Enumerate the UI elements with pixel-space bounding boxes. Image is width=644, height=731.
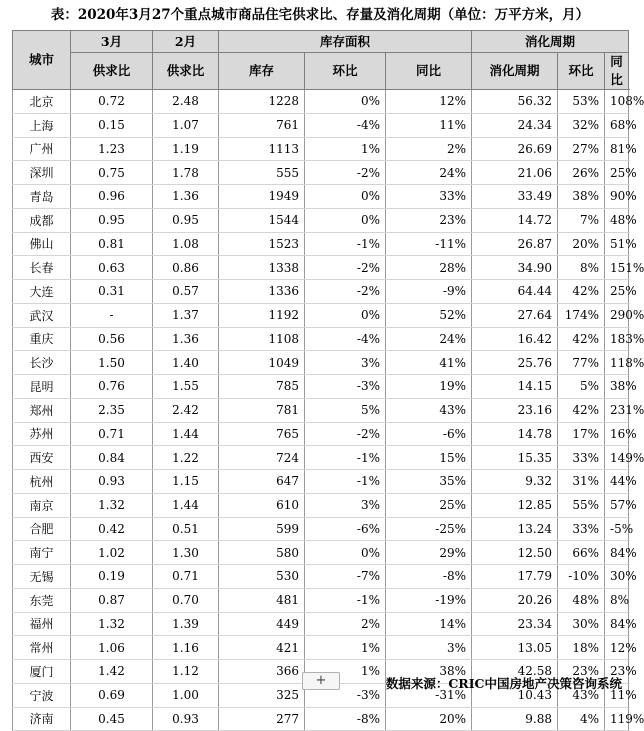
stock-cell: 530 — [219, 565, 305, 589]
row-city: 长春 — [13, 256, 71, 280]
stock-mom-cell: 0% — [305, 303, 386, 327]
feb-ratio-cell: 1.07 — [153, 113, 219, 137]
table-row — [13, 113, 629, 137]
cycle-yoy-cell: -5% — [605, 517, 629, 541]
table-row — [13, 256, 629, 280]
stock-mom-cell: -2% — [305, 280, 386, 304]
mar-ratio-cell: 0.76 — [71, 375, 153, 399]
stock-yoy-cell: 24% — [386, 327, 472, 351]
table-row — [13, 470, 629, 494]
feb-ratio-cell: 1.00 — [153, 683, 219, 707]
stock-yoy-cell: 41% — [386, 351, 472, 375]
cycle-yoy-cell: 149% — [605, 446, 629, 470]
mar-ratio-cell: 0.63 — [71, 256, 153, 280]
stock-cell: 1338 — [219, 256, 305, 280]
header-stock-mom: 环比 — [305, 53, 386, 90]
stock-mom-cell: 5% — [305, 398, 386, 422]
mar-ratio-cell: 0.96 — [71, 185, 153, 209]
feb-ratio-cell: 1.44 — [153, 422, 219, 446]
stock-cell: 555 — [219, 161, 305, 185]
mar-ratio-cell: 0.81 — [71, 232, 153, 256]
cycle-cell: 9.32 — [472, 470, 558, 494]
feb-ratio-cell: 1.37 — [153, 303, 219, 327]
stock-cell: 761 — [219, 113, 305, 137]
cycle-yoy-cell: 183% — [605, 327, 629, 351]
feb-ratio-cell: 0.71 — [153, 565, 219, 589]
feb-ratio-cell: 1.36 — [153, 185, 219, 209]
cycle-cell: 17.79 — [472, 565, 558, 589]
feb-ratio-cell: 0.57 — [153, 280, 219, 304]
cycle-cell: 23.16 — [472, 398, 558, 422]
row-city: 厦门 — [13, 660, 71, 684]
cycle-cell: 9.88 — [472, 707, 558, 731]
cycle-cell: 64.44 — [472, 280, 558, 304]
stock-yoy-cell: 35% — [386, 470, 472, 494]
cycle-mom-cell: 7% — [558, 208, 605, 232]
cycle-yoy-cell: 23% — [605, 660, 629, 684]
table-row — [13, 280, 629, 304]
table-row — [13, 327, 629, 351]
row-city: 深圳 — [13, 161, 71, 185]
cycle-yoy-cell: 11% — [605, 683, 629, 707]
cycle-mom-cell: 43% — [558, 683, 605, 707]
header-cycle: 消化周期 — [472, 53, 558, 90]
feb-ratio-cell: 1.40 — [153, 351, 219, 375]
cycle-mom-cell: 17% — [558, 422, 605, 446]
mar-ratio-cell: 2.35 — [71, 398, 153, 422]
mar-ratio-cell: 1.50 — [71, 351, 153, 375]
stock-cell: 599 — [219, 517, 305, 541]
stock-mom-cell: -2% — [305, 422, 386, 446]
stock-cell: 1336 — [219, 280, 305, 304]
mar-ratio-cell: 0.95 — [71, 208, 153, 232]
row-city: 无锡 — [13, 565, 71, 589]
row-city: 昆明 — [13, 375, 71, 399]
stock-mom-cell: -1% — [305, 470, 386, 494]
stock-yoy-cell: -8% — [386, 565, 472, 589]
stock-cell: 1049 — [219, 351, 305, 375]
cycle-mom-cell: 18% — [558, 636, 605, 660]
data-table — [12, 30, 644, 731]
stock-yoy-cell: 24% — [386, 161, 472, 185]
stock-cell: 481 — [219, 588, 305, 612]
cycle-mom-cell: 48% — [558, 588, 605, 612]
row-city: 南京 — [13, 493, 71, 517]
row-city: 杭州 — [13, 470, 71, 494]
stock-mom-cell: -2% — [305, 256, 386, 280]
feb-ratio-cell: 1.36 — [153, 327, 219, 351]
cycle-mom-cell: 30% — [558, 612, 605, 636]
stock-mom-cell: -8% — [305, 707, 386, 731]
mar-ratio-cell: 0.15 — [71, 113, 153, 137]
stock-yoy-cell: -9% — [386, 280, 472, 304]
cycle-mom-cell: 32% — [558, 113, 605, 137]
feb-ratio-cell: 1.30 — [153, 541, 219, 565]
feb-ratio-cell: 1.39 — [153, 612, 219, 636]
row-city: 西安 — [13, 446, 71, 470]
row-city: 郑州 — [13, 398, 71, 422]
table-row — [13, 636, 629, 660]
stock-yoy-cell: 20% — [386, 707, 472, 731]
row-city: 济南 — [13, 707, 71, 731]
table-row — [13, 137, 629, 161]
stock-yoy-cell: 43% — [386, 398, 472, 422]
feb-ratio-cell: 0.70 — [153, 588, 219, 612]
stock-mom-cell: 2% — [305, 612, 386, 636]
stock-mom-cell: 0% — [305, 90, 386, 114]
cycle-mom-cell: 23% — [558, 660, 605, 684]
mar-ratio-cell: 1.42 — [71, 660, 153, 684]
cycle-yoy-cell: 84% — [605, 541, 629, 565]
cycle-mom-cell: 38% — [558, 185, 605, 209]
feb-ratio-cell: 0.93 — [153, 707, 219, 731]
cycle-cell: 14.15 — [472, 375, 558, 399]
table-row — [13, 161, 629, 185]
feb-ratio-cell: 0.95 — [153, 208, 219, 232]
stock-mom-cell: -1% — [305, 588, 386, 612]
feb-ratio-cell: 0.86 — [153, 256, 219, 280]
table-row — [13, 612, 629, 636]
cycle-cell: 12.50 — [472, 541, 558, 565]
cycle-yoy-cell: 108% — [605, 90, 629, 114]
table-row — [13, 375, 629, 399]
cycle-mom-cell: 33% — [558, 517, 605, 541]
stock-mom-cell: 0% — [305, 185, 386, 209]
feb-ratio-cell: 1.16 — [153, 636, 219, 660]
table-header — [13, 31, 629, 90]
row-city: 上海 — [13, 113, 71, 137]
row-city: 常州 — [13, 636, 71, 660]
stock-cell: 1523 — [219, 232, 305, 256]
cycle-yoy-cell: 90% — [605, 185, 629, 209]
stock-yoy-cell: -11% — [386, 232, 472, 256]
stock-cell: 366 — [219, 660, 305, 684]
cycle-yoy-cell: 8% — [605, 588, 629, 612]
header-cycle-group: 消化周期 — [472, 31, 629, 53]
stock-cell: 421 — [219, 636, 305, 660]
table-row — [13, 588, 629, 612]
cycle-mom-cell: 5% — [558, 375, 605, 399]
row-city: 大连 — [13, 280, 71, 304]
stock-yoy-cell: 28% — [386, 256, 472, 280]
stock-cell: 765 — [219, 422, 305, 446]
mar-ratio-cell: 0.45 — [71, 707, 153, 731]
cycle-mom-cell: 42% — [558, 280, 605, 304]
stock-yoy-cell: 19% — [386, 375, 472, 399]
cycle-mom-cell: 20% — [558, 232, 605, 256]
cycle-cell: 26.69 — [472, 137, 558, 161]
stock-cell: 1949 — [219, 185, 305, 209]
header-feb-month: 2月 — [153, 31, 219, 53]
table-body — [13, 90, 644, 731]
add-sheet-button[interactable]: + — [302, 672, 340, 690]
stock-yoy-cell: -31% — [386, 683, 472, 707]
cycle-cell: 15.35 — [472, 446, 558, 470]
stock-yoy-cell: -25% — [386, 517, 472, 541]
cycle-yoy-cell: 48% — [605, 208, 629, 232]
stock-yoy-cell: 29% — [386, 541, 472, 565]
cycle-mom-cell: 33% — [558, 446, 605, 470]
table-row — [13, 493, 629, 517]
cycle-cell: 26.87 — [472, 232, 558, 256]
stock-mom-cell: 3% — [305, 351, 386, 375]
cycle-yoy-cell: 38% — [605, 375, 629, 399]
header-city: 城市 — [13, 31, 71, 90]
table-row — [13, 565, 629, 589]
footer — [0, 670, 640, 694]
feb-ratio-cell: 2.48 — [153, 90, 219, 114]
cycle-yoy-cell: 57% — [605, 493, 629, 517]
stock-mom-cell: -7% — [305, 565, 386, 589]
header-mar-ratio: 供求比 — [71, 53, 153, 90]
stock-mom-cell: -1% — [305, 446, 386, 470]
stock-mom-cell: -4% — [305, 327, 386, 351]
stock-mom-cell: -2% — [305, 161, 386, 185]
row-city: 宁波 — [13, 683, 71, 707]
header-feb-ratio: 供求比 — [153, 53, 219, 90]
feb-ratio-cell: 1.12 — [153, 660, 219, 684]
stock-cell: 724 — [219, 446, 305, 470]
mar-ratio-cell: 0.75 — [71, 161, 153, 185]
feb-ratio-cell: 1.22 — [153, 446, 219, 470]
cycle-cell: 20.26 — [472, 588, 558, 612]
row-city: 青岛 — [13, 185, 71, 209]
cycle-mom-cell: 4% — [558, 707, 605, 731]
cycle-cell: 27.64 — [472, 303, 558, 327]
stock-mom-cell: 1% — [305, 137, 386, 161]
feb-ratio-cell: 1.78 — [153, 161, 219, 185]
feb-ratio-cell: 1.19 — [153, 137, 219, 161]
stock-yoy-cell: 23% — [386, 208, 472, 232]
cycle-cell: 23.34 — [472, 612, 558, 636]
stock-cell: 325 — [219, 683, 305, 707]
stock-yoy-cell: -6% — [386, 422, 472, 446]
cycle-yoy-cell: 30% — [605, 565, 629, 589]
row-city: 长沙 — [13, 351, 71, 375]
row-city: 成都 — [13, 208, 71, 232]
stock-cell: 449 — [219, 612, 305, 636]
row-city: 重庆 — [13, 327, 71, 351]
cycle-mom-cell: 53% — [558, 90, 605, 114]
stock-yoy-cell: 12% — [386, 90, 472, 114]
header-cycle-yoy: 同比 — [605, 53, 629, 90]
stock-mom-cell: 3% — [305, 493, 386, 517]
cycle-yoy-cell: 81% — [605, 137, 629, 161]
cycle-yoy-cell: 119% — [605, 707, 629, 731]
feb-ratio-cell: 2.42 — [153, 398, 219, 422]
mar-ratio-cell: 1.23 — [71, 137, 153, 161]
table-row — [13, 707, 629, 731]
feb-ratio-cell: 1.55 — [153, 375, 219, 399]
stock-cell: 1544 — [219, 208, 305, 232]
mar-ratio-cell: 1.32 — [71, 493, 153, 517]
stock-cell: 610 — [219, 493, 305, 517]
row-city: 苏州 — [13, 422, 71, 446]
cycle-cell: 34.90 — [472, 256, 558, 280]
row-city: 武汉 — [13, 303, 71, 327]
mar-ratio-cell: 0.84 — [71, 446, 153, 470]
table-row — [13, 422, 629, 446]
stock-mom-cell: -3% — [305, 375, 386, 399]
row-city: 北京 — [13, 90, 71, 114]
cycle-cell: 33.49 — [472, 185, 558, 209]
stock-cell: 277 — [219, 707, 305, 731]
feb-ratio-cell: 1.08 — [153, 232, 219, 256]
cycle-cell: 13.05 — [472, 636, 558, 660]
mar-ratio-cell: 0.71 — [71, 422, 153, 446]
cycle-yoy-cell: 84% — [605, 612, 629, 636]
cycle-mom-cell: 174% — [558, 303, 605, 327]
row-city: 佛山 — [13, 232, 71, 256]
cycle-cell: 14.72 — [472, 208, 558, 232]
stock-mom-cell: 0% — [305, 208, 386, 232]
cycle-yoy-cell: 25% — [605, 161, 629, 185]
header-stock: 库存 — [219, 53, 305, 90]
table-row — [13, 446, 629, 470]
cycle-cell: 16.42 — [472, 327, 558, 351]
cycle-yoy-cell: 12% — [605, 636, 629, 660]
stock-yoy-cell: 11% — [386, 113, 472, 137]
stock-mom-cell: -4% — [305, 113, 386, 137]
stock-cell: 1108 — [219, 327, 305, 351]
mar-ratio-cell: 0.56 — [71, 327, 153, 351]
cycle-cell: 21.06 — [472, 161, 558, 185]
table-row — [13, 185, 629, 209]
stock-yoy-cell: 2% — [386, 137, 472, 161]
stock-yoy-cell: 25% — [386, 493, 472, 517]
cycle-mom-cell: 77% — [558, 351, 605, 375]
stock-mom-cell: -6% — [305, 517, 386, 541]
stock-cell: 781 — [219, 398, 305, 422]
cycle-yoy-cell: 16% — [605, 422, 629, 446]
cycle-mom-cell: 26% — [558, 161, 605, 185]
cycle-mom-cell: 55% — [558, 493, 605, 517]
cycle-yoy-cell: 118% — [605, 351, 629, 375]
mar-ratio-cell: 0.93 — [71, 470, 153, 494]
table-row — [13, 398, 629, 422]
header-stock-group: 库存面积 — [219, 31, 472, 53]
cycle-cell: 14.78 — [472, 422, 558, 446]
stock-mom-cell: -3% — [305, 683, 386, 707]
cycle-mom-cell: 31% — [558, 470, 605, 494]
stock-yoy-cell: 3% — [386, 636, 472, 660]
cycle-cell: 25.76 — [472, 351, 558, 375]
cycle-cell: 13.24 — [472, 517, 558, 541]
stock-yoy-cell: 33% — [386, 185, 472, 209]
cycle-cell: 10.43 — [472, 683, 558, 707]
row-city: 合肥 — [13, 517, 71, 541]
cycle-yoy-cell: 25% — [605, 280, 629, 304]
mar-ratio-cell: 1.06 — [71, 636, 153, 660]
stock-yoy-cell: 38% — [386, 660, 472, 684]
cycle-mom-cell: -10% — [558, 565, 605, 589]
cycle-yoy-cell: 44% — [605, 470, 629, 494]
mar-ratio-cell: 0.19 — [71, 565, 153, 589]
mar-ratio-cell: 0.87 — [71, 588, 153, 612]
feb-ratio-cell: 1.15 — [153, 470, 219, 494]
cycle-mom-cell: 27% — [558, 137, 605, 161]
stock-mom-cell: 1% — [305, 636, 386, 660]
cycle-yoy-cell: 68% — [605, 113, 629, 137]
mar-ratio-cell: - — [71, 303, 153, 327]
cycle-cell: 42.58 — [472, 660, 558, 684]
stock-cell: 580 — [219, 541, 305, 565]
mar-ratio-cell: 1.02 — [71, 541, 153, 565]
mar-ratio-cell: 0.42 — [71, 517, 153, 541]
mar-ratio-cell: 0.31 — [71, 280, 153, 304]
mar-ratio-cell: 1.32 — [71, 612, 153, 636]
table-row — [13, 541, 629, 565]
stock-mom-cell: 0% — [305, 541, 386, 565]
stock-yoy-cell: 52% — [386, 303, 472, 327]
cycle-mom-cell: 42% — [558, 327, 605, 351]
stock-cell: 647 — [219, 470, 305, 494]
feb-ratio-cell: 0.51 — [153, 517, 219, 541]
stock-yoy-cell: -19% — [386, 588, 472, 612]
cycle-cell: 56.32 — [472, 90, 558, 114]
table-title: 表：2020年3月27个重点城市商品住宅供求比、存量及消化周期（单位：万平方米，月） — [50, 7, 590, 23]
cycle-yoy-cell: 151% — [605, 256, 629, 280]
stock-yoy-cell: 15% — [386, 446, 472, 470]
cycle-cell: 24.34 — [472, 113, 558, 137]
table-row — [13, 208, 629, 232]
table-row — [13, 303, 629, 327]
cycle-mom-cell: 66% — [558, 541, 605, 565]
stock-cell: 1228 — [219, 90, 305, 114]
mar-ratio-cell: 0.72 — [71, 90, 153, 114]
cycle-mom-cell: 42% — [558, 398, 605, 422]
stock-yoy-cell: 14% — [386, 612, 472, 636]
stock-cell: 785 — [219, 375, 305, 399]
cycle-yoy-cell: 51% — [605, 232, 629, 256]
cycle-yoy-cell: 231% — [605, 398, 629, 422]
stock-cell: 1113 — [219, 137, 305, 161]
table-row — [13, 517, 629, 541]
table-row — [13, 232, 629, 256]
header-cycle-mom: 环比 — [558, 53, 605, 90]
row-city: 福州 — [13, 612, 71, 636]
table-row — [13, 351, 629, 375]
data-source: 数据来源：CRIC中国房地产决策咨询系统 — [385, 676, 622, 691]
feb-ratio-cell: 1.44 — [153, 493, 219, 517]
stock-cell: 1192 — [219, 303, 305, 327]
row-city: 东莞 — [13, 588, 71, 612]
mar-ratio-cell: 0.69 — [71, 683, 153, 707]
stock-mom-cell: 1% — [305, 660, 386, 684]
header-stock-yoy: 同比 — [386, 53, 472, 90]
row-city: 广州 — [13, 137, 71, 161]
cycle-mom-cell: 8% — [558, 256, 605, 280]
cycle-cell: 12.85 — [472, 493, 558, 517]
stock-mom-cell: -1% — [305, 232, 386, 256]
header-mar-month: 3月 — [71, 31, 153, 53]
cycle-yoy-cell: 290% — [605, 303, 629, 327]
row-city: 南宁 — [13, 541, 71, 565]
table-row — [13, 90, 629, 114]
